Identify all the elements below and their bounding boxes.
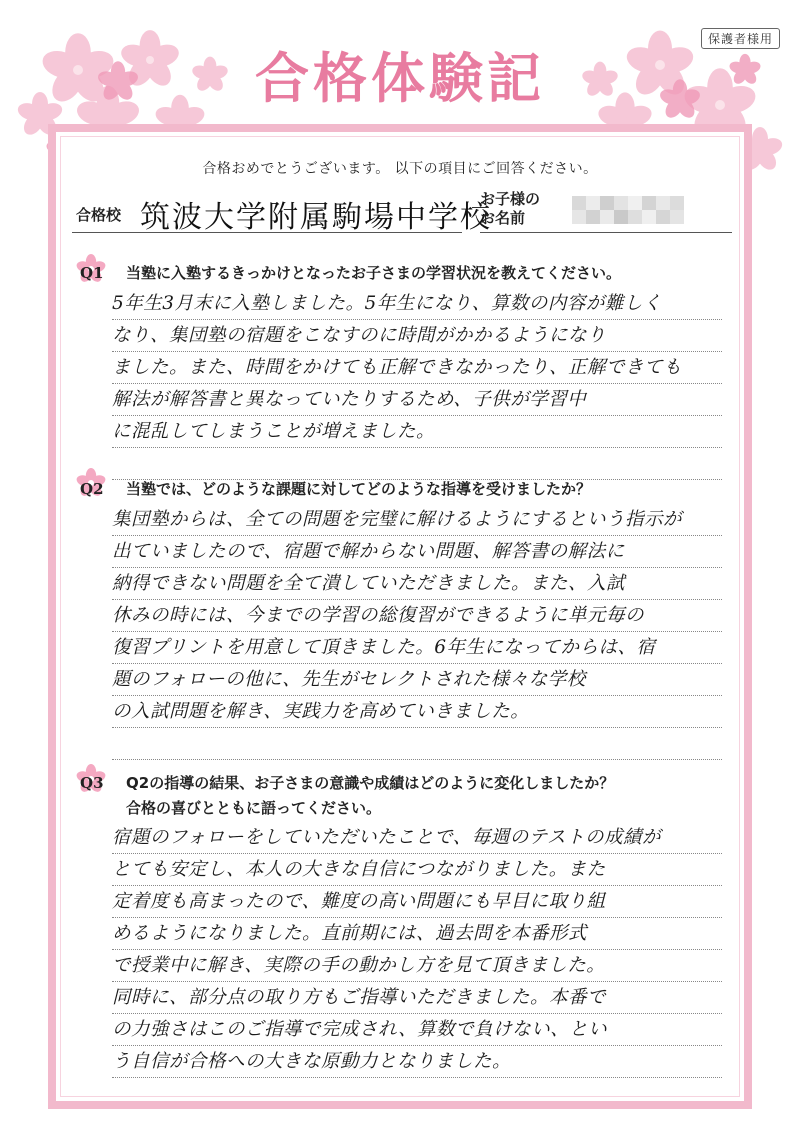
answer-line: なり、集団塾の宿題をこなすのに時間がかかるようになり <box>112 320 722 352</box>
page-title: 合格体験記 <box>255 47 545 110</box>
answer-line: に混乱してしまうことが増えました。 <box>112 416 722 448</box>
q3-text-line2: 合格の喜びとともに語ってください。 <box>126 799 382 817</box>
school-value: 筑波大学附属駒場中学校 <box>140 200 492 235</box>
answer-line: めるようになりました。直前期には、過去問を本番形式 <box>112 918 722 950</box>
answer-line: 同時に、部分点の取り方もご指導いただきました。本番で <box>112 982 722 1014</box>
child-name-label <box>480 190 540 228</box>
answer-line: 定着度も高まったので、難度の高い問題にも早目に取り組 <box>112 886 722 918</box>
q2-answer <box>112 504 722 760</box>
q3-text: Q2の指導の結果、お子さまの意識や成績はどのように変化しましたか？ <box>126 774 615 792</box>
q3-heading <box>80 772 614 818</box>
answer-line: ました。また、時間をかけても正解できなかったり、正解できても <box>112 352 722 384</box>
child-name-underline <box>480 232 732 233</box>
answer-line: 休みの時には、今までの学習の総復習ができるように単元毎の <box>112 600 722 632</box>
school-row <box>72 188 732 238</box>
q1-answer <box>112 288 722 480</box>
q1-number: Q1 <box>80 264 104 282</box>
answer-line: 題のフォローの他に、先生がセレクトされた様々な学校 <box>112 664 722 696</box>
q2-number: Q2 <box>80 480 104 498</box>
answer-line: 集団塾からは、全ての問題を完璧に解けるようにするという指示が <box>112 504 722 536</box>
school-underline <box>72 232 462 233</box>
answer-line: 復習プリントを用意して頂きました。6年生になってからは、宿 <box>112 632 722 664</box>
q2-text: 当塾では、どのような課題に対してどのような指導を受けましたか？ <box>126 480 592 498</box>
guardian-badge: 保護者様用 <box>701 28 780 49</box>
q1-heading <box>80 262 621 283</box>
answer-line <box>112 448 722 480</box>
redacted-name-mosaic <box>572 192 682 228</box>
answer-line: の力強さはこのご指導で完成され、算数で負けない、とい <box>112 1014 722 1046</box>
child-name-label-line1: お子様の <box>480 190 541 208</box>
answer-line: 宿題のフォローをしていただいたことで、毎週のテストの成績が <box>112 822 722 854</box>
intro-text: 合格おめでとうございます。 以下の項目にご回答ください。 <box>202 161 598 177</box>
answer-line: 出ていましたので、宿題で解からない問題、解答書の解法に <box>112 536 722 568</box>
answer-line: で授業中に解き、実際の手の動かし方を見て頂きました。 <box>112 950 722 982</box>
answer-line: 5年生3月末に入塾しました。5年生になり、算数の内容が難しく <box>112 288 722 320</box>
answer-line: とても安定し、本人の大きな自信につながりました。また <box>112 854 722 886</box>
q1-text: 当塾に入塾するきっかけとなったお子さまの学習状況を教えてください。 <box>126 264 622 282</box>
answer-line: 納得できない問題を全て潰していただきました。また、入試 <box>112 568 722 600</box>
child-name-label-line2: お名前 <box>480 209 526 227</box>
q3-answer <box>112 822 722 1078</box>
school-label: 合格校 <box>76 206 122 224</box>
answer-line <box>112 728 722 760</box>
answer-line: う自信が合格への大きな原動力となりました。 <box>112 1046 722 1078</box>
q3-number: Q3 <box>80 774 104 792</box>
answer-line: の入試問題を解き、実践力を高めていきました。 <box>112 696 722 728</box>
answer-line: 解法が解答書と異なっていたりするため、子供が学習中 <box>112 384 722 416</box>
q2-heading <box>80 478 591 499</box>
